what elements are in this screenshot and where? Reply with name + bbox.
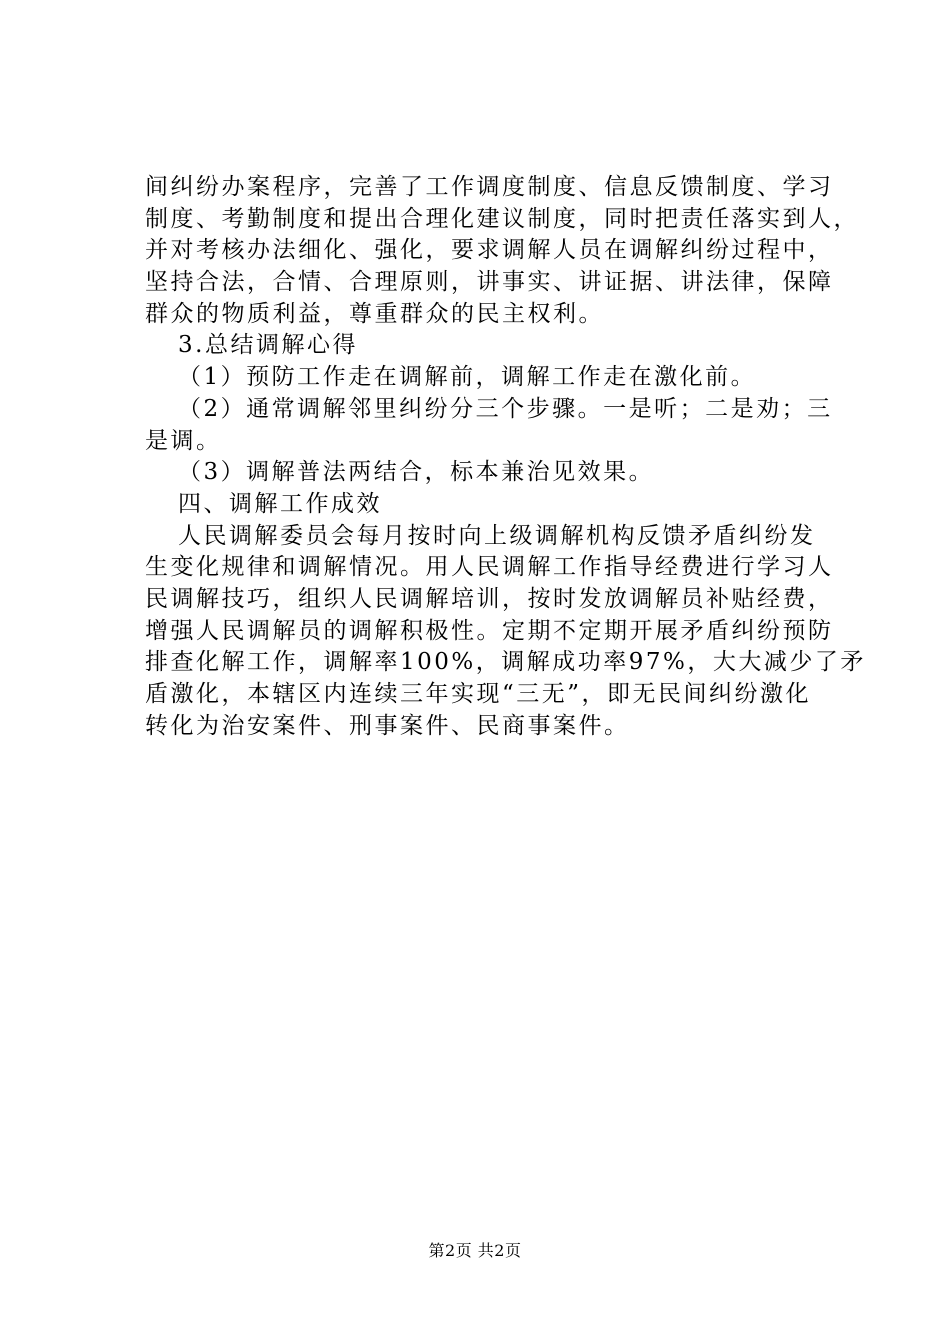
text-line: 间纠纷办案程序，完善了工作调度制度、信息反馈制度、学习 — [145, 174, 834, 200]
text-line: 制度、考勤制度和提出合理化建议制度，同时把责任落实到人， — [145, 205, 859, 232]
text-line: 并对考核办法细化、强化，要求调解人员在调解纠纷过程中， — [145, 237, 834, 264]
text-line: 生变化规律和调解情况。用人民调解工作指导经费进行学习人 — [145, 554, 834, 581]
text-line: 民调解技巧，组织人民调解培训，按时发放调解员补贴经费， — [145, 585, 834, 612]
text-line: 坚持合法，合情、合理原则，讲事实、讲证据、讲法律，保障 — [145, 269, 834, 296]
subheading-summary: 3.总结调解心得 — [178, 332, 358, 359]
page-footer: 第2页 共2页 — [428, 1241, 522, 1260]
list-item: （2）通常调解邻里纠纷分三个步骤。一是听；二是劝；三 — [178, 395, 833, 422]
text-line: 盾激化，本辖区内连续三年实现“三无”，即无民间纠纷激化 — [145, 681, 812, 707]
text-line: 排查化解工作，调解率100%，调解成功率97%，大大减少了矛 — [145, 649, 866, 676]
section-heading: 四、调解工作成效 — [178, 490, 382, 517]
body-text — [145, 172, 866, 742]
text-line: 增强人民调解员的调解积极性。定期不定期开展矛盾纠纷预防 — [145, 617, 834, 644]
list-item: （1）预防工作走在调解前，调解工作走在激化前。 — [178, 364, 757, 391]
list-item: （3）调解普法两结合，标本兼治见效果。 — [178, 459, 655, 486]
text-line: 人民调解委员会每月按时向上级调解机构反馈矛盾纠纷发 — [178, 522, 816, 549]
text-line: 群众的物质利益，尊重群众的民主权利。 — [145, 300, 604, 327]
text-line: 转化为治安案件、刑事案件、民商事案件。 — [145, 712, 630, 739]
text-line: 是调。 — [145, 427, 222, 454]
